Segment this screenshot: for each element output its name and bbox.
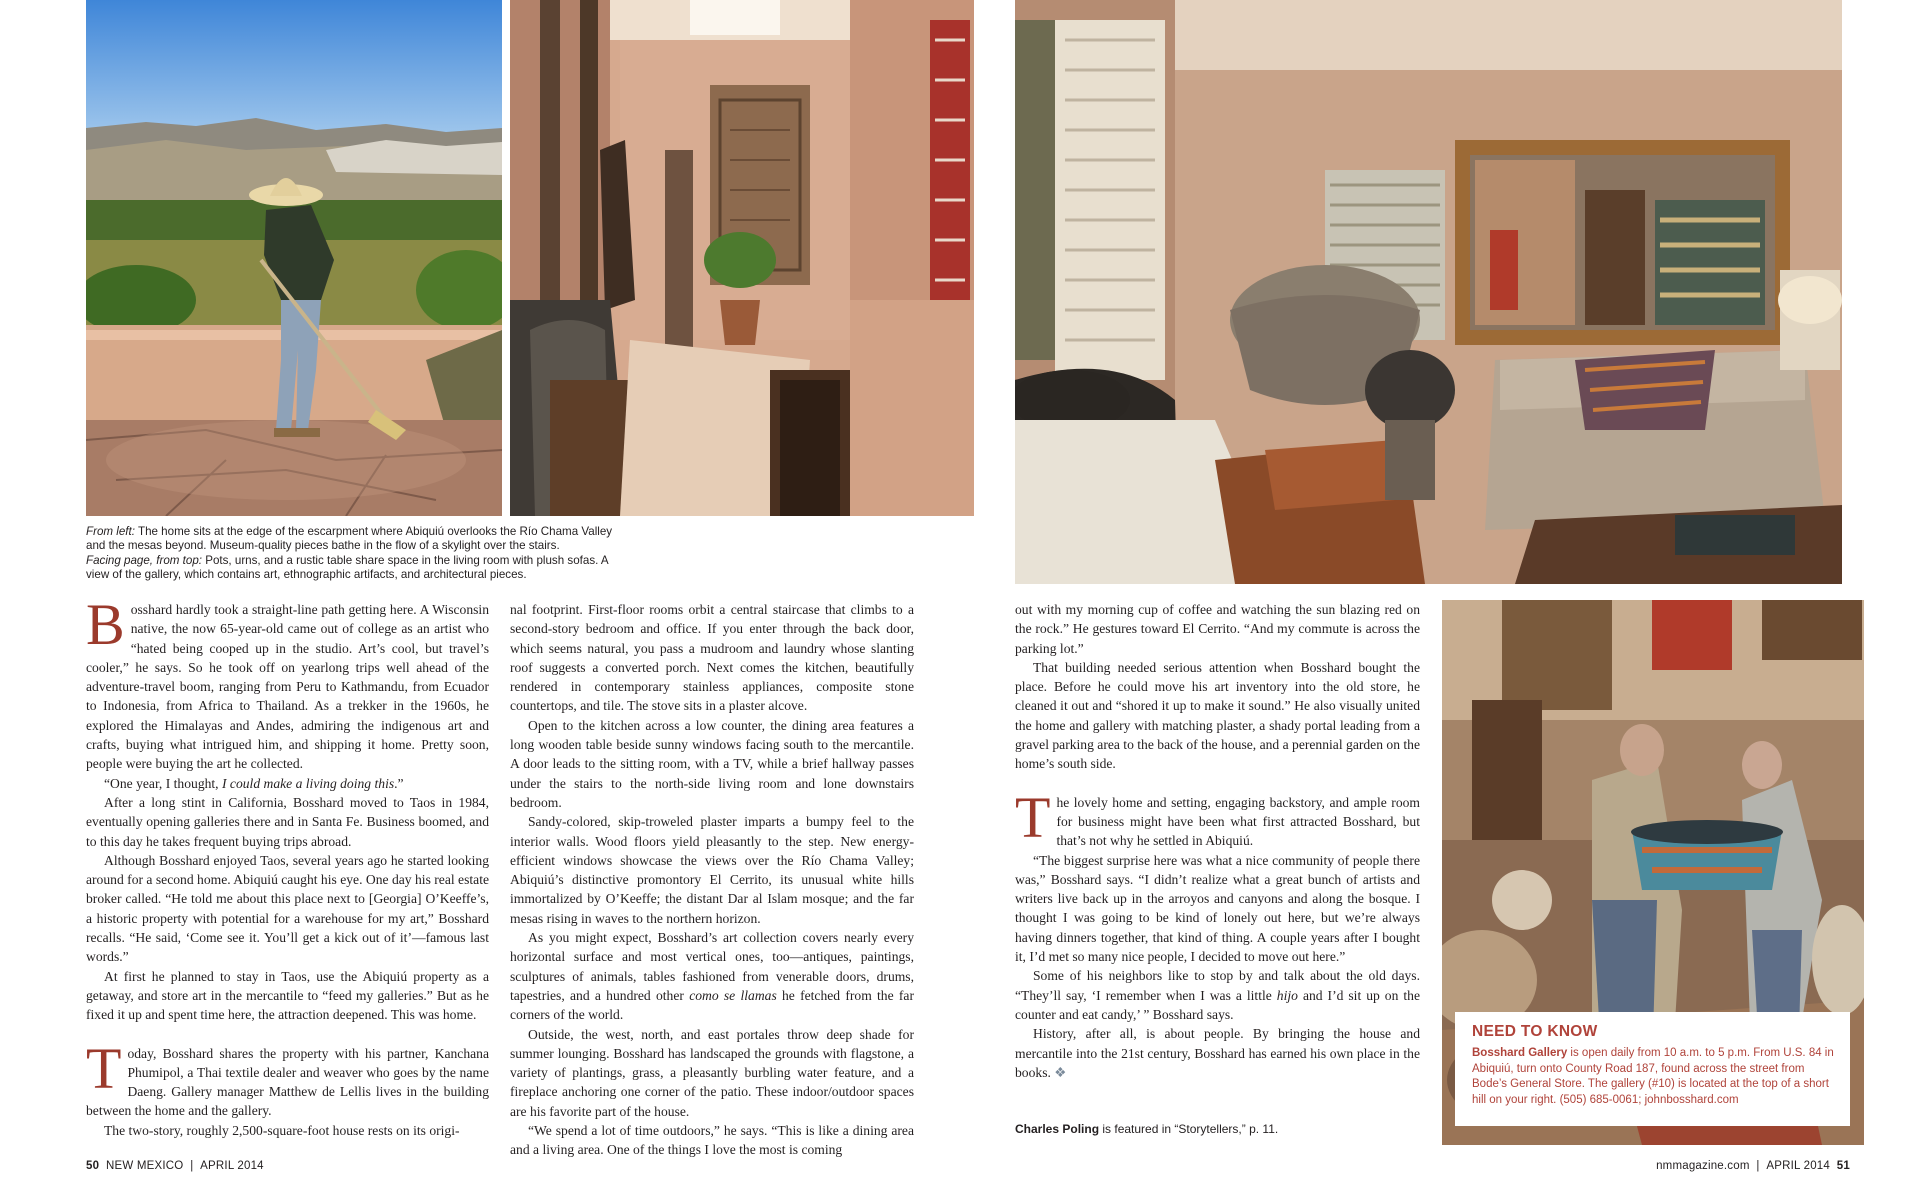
paragraph: Although Bosshard enjoyed Taos, several years ago he started looking around for a second home. Abiquiú caught his eye. One day his real estate broker called. “He told me about this place next to [Georgia] O’Keeffe’s, a historic property with potential for a warehouse for my art,” Bosshard recalls. “He said, ‘Come see it. You’ll get a kick out of it’—famous last words.” [86, 852, 489, 965]
photo-rooftop-sweeping [86, 0, 502, 516]
caption-text-1: The home sits at the edge of the escarpment where Abiquiú overlooks the Río Chama Valley and the mesas beyond. Museum-quality pieces bathe in the flow of a skylight over the stairs. [86, 525, 613, 553]
italic-text: como se llamas [689, 987, 777, 1003]
magazine-name: NEW MEXICO [106, 1160, 184, 1172]
paragraph: out with my morning cup of coffee and watching the sun blazing red on the rock.” He gestures toward El Cerrito. “And my commute is across the parking lot.” [1015, 602, 1420, 656]
need-to-know-text: is open daily from 10 a.m. to 5 p.m. From U.S. 84 in Abiquiú, turn onto County Road 187, found across the street from Bode’s General Store. The gallery (#10) is located at the top of a short hill on your right. (505) 685-0061; johnbosshard.com [1472, 1047, 1834, 1106]
byline-name: Charles Poling [1015, 1122, 1100, 1136]
need-to-know-body [1472, 1046, 1836, 1108]
paragraph: Open to the kitchen across a low counter, the dining area features a long wooden table beside sunny windows facing south to the mercantile. A door leads to the sitting room, with a TV, while a brief hallway passes under the stairs to the north-side living room and lone downstairs bedroom. [510, 717, 914, 810]
folio-separator: | [1756, 1160, 1760, 1172]
paragraph: At first he planned to stay in Taos, use the Abiquiú property as a getaway, and store art in the mercantile to “feed my galleries.” But as he fixed it up and spent time here, the attraction deepened. This was home. [86, 968, 489, 1023]
end-mark-icon: ❖ [1054, 1064, 1067, 1080]
article-column-2 [510, 600, 914, 1160]
italic-text: hijo [1276, 987, 1298, 1003]
caption-text-2: Pots, urns, and a rustic table share space in the living room with plush sofas. A view of the gallery, which contains art, ethnographic artifacts, and architectural pieces. [86, 553, 609, 582]
need-to-know-lead: Bosshard Gallery [1472, 1047, 1568, 1059]
paragraph: The two-story, roughly 2,500-square-foot house rests on its origi- [104, 1122, 460, 1138]
paragraph: osshard hardly took a straight-line path getting here. A Wisconsin native, the now 65-year-old came out of college as an artist who “hated being cooped up in the studio. Art’s cool, but travel’s cooler,” he says. So he took off on yearlong trips well ahead of the adventure-travel boom, ranging from Peru to Kathmandu, from Ecuador to Indonesia, from Africa to Thailand. As a trekker in the 1960s, he explored the Himalayas and Andes, admiring the indigenous art and crafts, buying what intrigued him, and shipping it home. Pretty soon, people were buying the art he collected. [86, 602, 489, 772]
caption-lead: From left: [86, 525, 135, 538]
paragraph: History, after all, is about people. By bringing the house and mercantile into the 21st century, Bosshard has earned his own place in the books. [1015, 1026, 1420, 1080]
paragraph: Sandy-colored, skip-troweled plaster imparts a bumpy feel to the interior walls. Wood floors yield pleasantly to the step. New energy-efficient windows showcase the views over the Río Chama Valley; Abiquiú’s distinctive promontory El Cerrito, its unusual white hills immortalized by O’Keeffe; the distant Dar al Islam mosque; and the far mesas rising in waves to the northern horizon. [510, 814, 914, 926]
issue-date: APRIL 2014 [1766, 1160, 1830, 1172]
byline-text: is featured in “Storytellers,” p. 11. [1099, 1122, 1279, 1136]
paragraph: Outside, the west, north, and east portales throw deep shade for summer lounging. Bosshard has landscaped the grounds with flagstone, a variety of plantings, grass, a pleasantly burbling water feature, and a fireplace anchoring one corner of the patio. These indoor/outdoor spaces are his favorite part of the house. [510, 1026, 914, 1119]
drop-cap: T [1015, 784, 1051, 850]
need-to-know-title: NEED TO KNOW [1472, 1023, 1598, 1040]
issue-date: APRIL 2014 [200, 1160, 264, 1172]
paragraph-end: and I’d sit up on the counter and eat candy,’ ” Bosshard says. [1015, 987, 1420, 1022]
paragraph-end: .” [394, 775, 404, 791]
folio-separator: | [190, 1160, 194, 1172]
paragraph: As you might expect, Bosshard’s art collection covers nearly every horizontal surface and most vertical ones, too—antiques, paintings, sculptures of animals, tables fashioned from venerable doors, drums, tapestries, and a hundred other [510, 930, 914, 1003]
drop-cap: B [86, 592, 125, 657]
drop-cap: T [86, 1035, 122, 1101]
paragraph: he lovely home and setting, engaging backstory, and ample room for business might have been what first attracted Bosshard, but that’s not why he settled in Abiquiú. [1056, 794, 1420, 849]
paragraph: nal footprint. First-floor rooms orbit a central staircase that climbs to a second-story bedroom and office. If you enter through the back door, which seems natural, you pass a mudroom and laundry whose slanting roof suggests a converted porch. Next comes the kitchen, beautifully rendered in contemporary stainless appliances, composite stone countertops, and tile. The stove sits in a plaster alcove. [510, 602, 914, 714]
page-number: 51 [1836, 1160, 1850, 1172]
paragraph: “We spend a lot of time outdoors,” he says. “This is like a dining area and a living area. One of the things I love the most is coming [510, 1123, 914, 1158]
folio-right [1656, 1160, 1850, 1172]
photo-skylight-stairwell [510, 0, 974, 516]
paragraph: Some of his neighbors like to stop by and talk about the old days. “They’ll say, ‘I remember when I was a little [1015, 968, 1420, 1003]
article-column-3 [1015, 600, 1420, 1082]
folio-left [86, 1160, 264, 1172]
page-number: 50 [86, 1160, 100, 1172]
caption-lead-2: Facing page, from top: [86, 553, 202, 567]
paragraph: “One year, I thought, [104, 775, 222, 791]
photo-caption [86, 525, 626, 583]
italic-text: I could make a living doing this [221, 775, 395, 791]
photo-living-room [1015, 0, 1842, 584]
paragraph: oday, Bosshard shares the property with his partner, Kanchana Phumipol, a Thai textile dealer and weaver who goes by the name Daeng. Gallery manager Matthew de Lellis lives in the building between the home and the gallery. [86, 1045, 489, 1119]
byline [1015, 1122, 1415, 1136]
website: nmmagazine.com [1656, 1160, 1750, 1172]
need-to-know-box [1455, 1012, 1850, 1126]
article-column-1 [86, 592, 489, 1140]
paragraph-end: he fetched from the far corners of the world. [510, 987, 914, 1023]
paragraph: After a long stint in California, Bosshard moved to Taos in 1984, eventually opening galleries there and in Santa Fe. Business boomed, and to this day he takes frequent buying trips abroad. [86, 794, 489, 849]
paragraph: “The biggest surprise here was what a nice community of people there was,” Bosshard says. “I didn’t realize what a great bunch of artists and writers live back up in the arroyos and canyons and along the bosque. I thought I was going to be kind of lonely out here, but we’re always having dinners together, that kind of thing. A couple years after I bought it, I’d met so many nice people, I decided to move out here.” [1015, 852, 1420, 965]
paragraph: That building needed serious attention when Bosshard bought the place. Before he could move his art inventory into the old store, he cleaned it out and “shored it up to make it sound.” He also visually united the home and gallery with matching plaster, a shady portal leading from a gravel parking area to the back of the house, and a perennial garden on the home’s south side. [1015, 659, 1420, 772]
